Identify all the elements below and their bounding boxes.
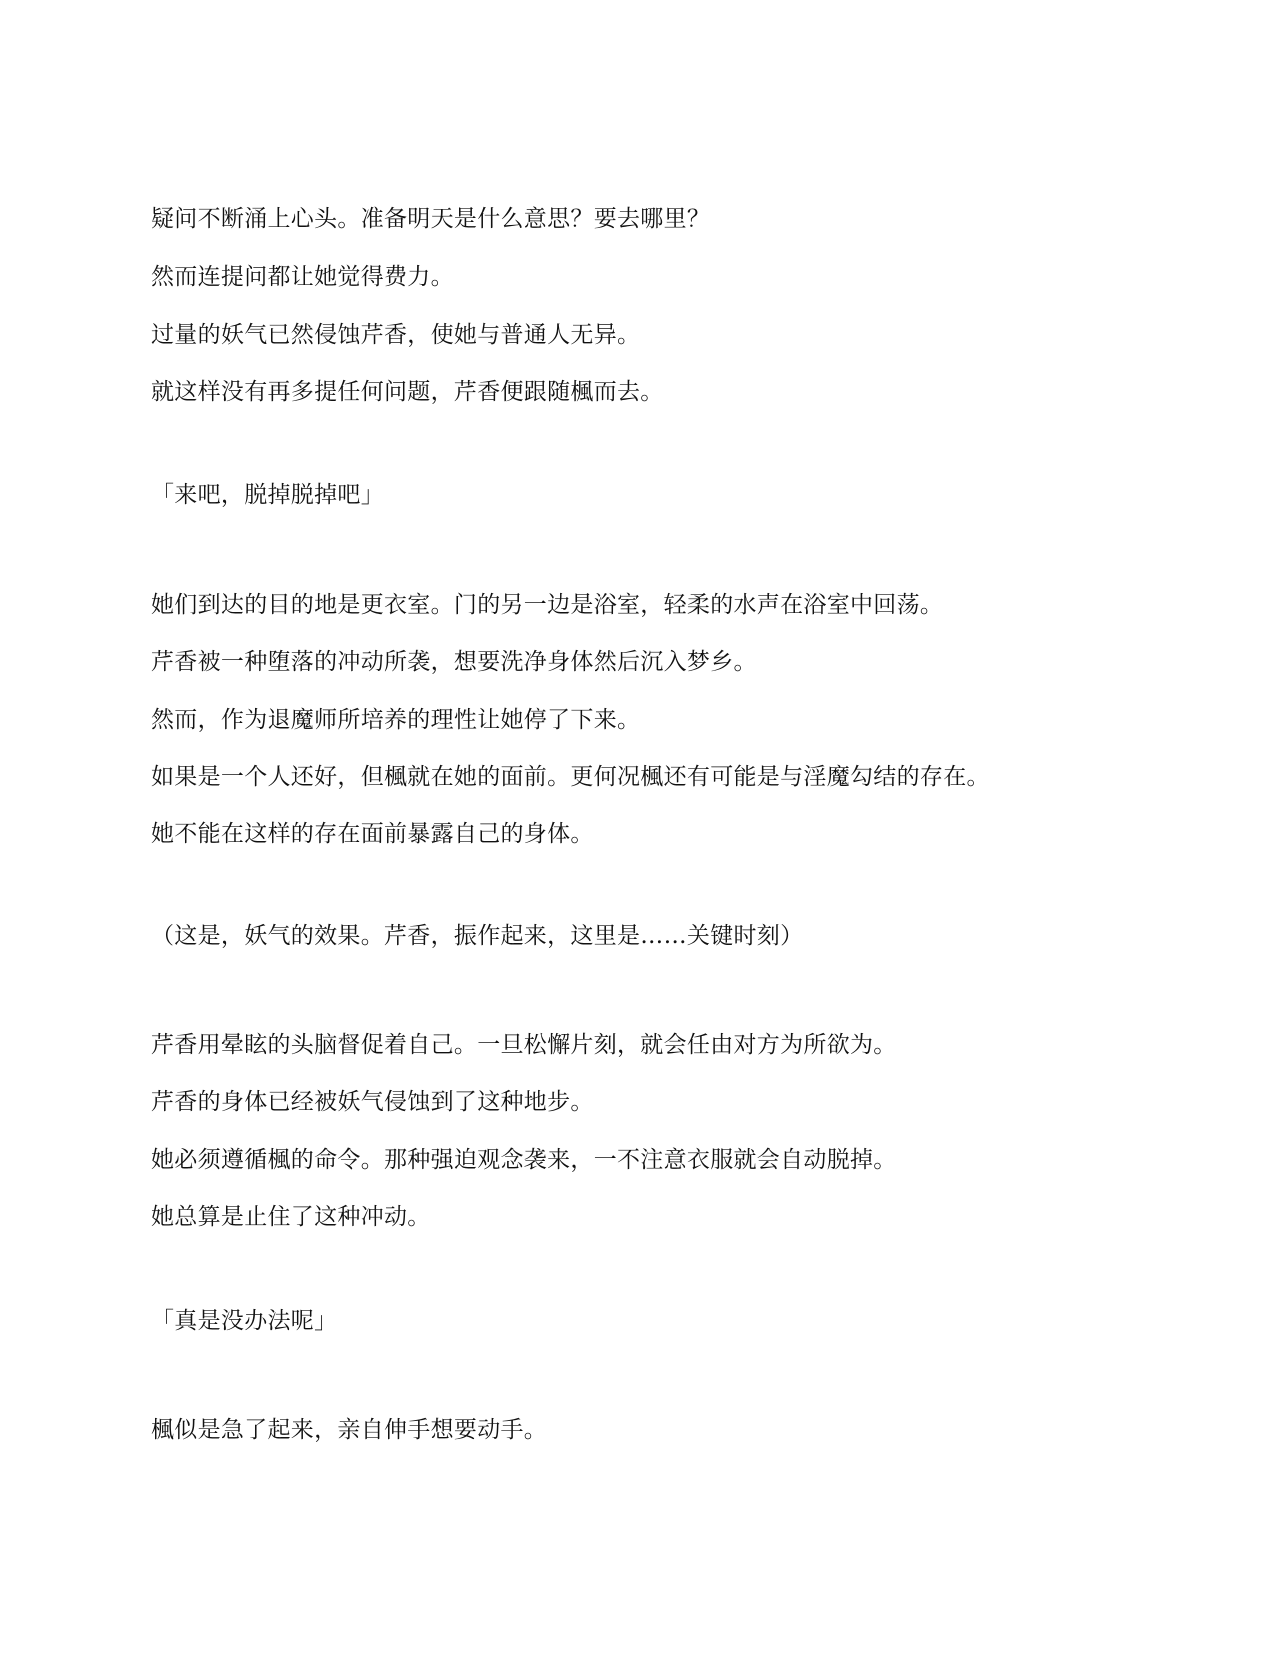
dialogue-line: 「真是没办法呢」 xyxy=(151,1308,338,1334)
paragraph-line: 芹香被一种堕落的冲动所袭，想要洗净身体然后沉入梦乡。 xyxy=(151,649,757,675)
paragraph-line: 楓似是急了起来，亲自伸手想要动手。 xyxy=(151,1417,548,1443)
paragraph-line: 她们到达的目的地是更衣室。门的另一边是浴室，轻柔的水声在浴室中回荡。 xyxy=(151,592,944,618)
paragraph-line: 然而，作为退魔师所培养的理性让她停了下来。 xyxy=(151,707,641,733)
paragraph-line: 芹香的身体已经被妖气侵蚀到了这种地步。 xyxy=(151,1089,594,1115)
dialogue-line: 「来吧，脱掉脱掉吧」 xyxy=(151,482,384,508)
paragraph-line: 过量的妖气已然侵蚀芹香，使她与普通人无异。 xyxy=(151,322,641,348)
paragraph-line: 疑问不断涌上心头。准备明天是什么意思？要去哪里？ xyxy=(151,206,711,232)
thought-line: （这是，妖气的效果。芹香，振作起来，这里是……关键时刻） xyxy=(151,923,804,949)
paragraph-line: 她必须遵循楓的命令。那种强迫观念袭来，一不注意衣服就会自动脱掉。 xyxy=(151,1147,897,1173)
paragraph-line: 然而连提问都让她觉得费力。 xyxy=(151,264,454,290)
paragraph-line: 如果是一个人还好，但楓就在她的面前。更何况楓还有可能是与淫魔勾结的存在。 xyxy=(151,764,990,790)
paragraph-line: 芹香用晕眩的头脑督促着自己。一旦松懈片刻，就会任由对方为所欲为。 xyxy=(151,1032,897,1058)
paragraph-line: 她不能在这样的存在面前暴露自己的身体。 xyxy=(151,821,594,847)
paragraph-line: 就这样没有再多提任何问题，芹香便跟随楓而去。 xyxy=(151,379,664,405)
paragraph-line: 她总算是止住了这种冲动。 xyxy=(151,1204,431,1230)
